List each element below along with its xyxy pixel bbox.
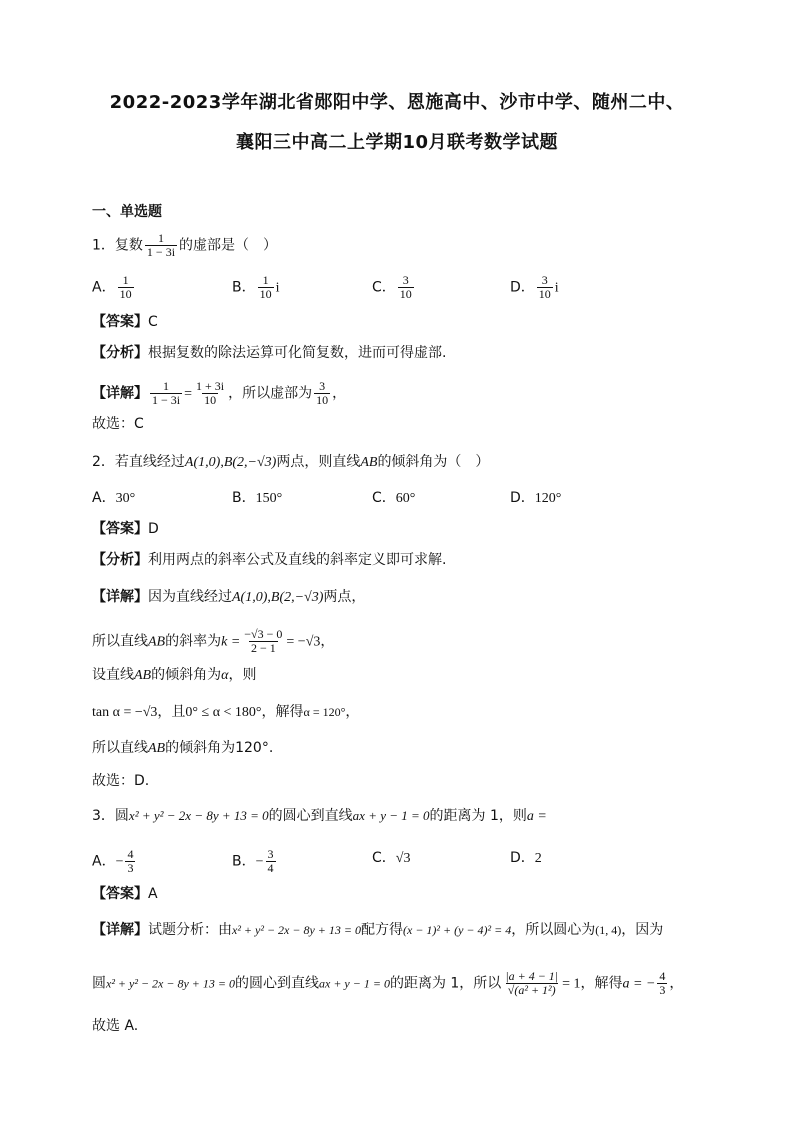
frac-den: 10: [259, 287, 272, 301]
choice-frac: [125, 848, 135, 875]
frac-num: 1 + 3i: [196, 379, 225, 393]
frac-num: 3: [319, 379, 326, 393]
section-heading: 一、单选题: [92, 204, 162, 220]
frac-den: 3: [127, 861, 134, 875]
choice-label: D．: [510, 850, 535, 866]
analysis-tag: 【分析】: [92, 345, 148, 361]
analysis-text: 利用两点的斜率公式及直线的斜率定义即可求解.: [148, 552, 447, 568]
point-a: A(1,0): [184, 455, 221, 470]
q2-choice-d: [510, 488, 561, 509]
q3-conclusion: 故选 A.: [92, 1018, 139, 1034]
slope-result: = −√3: [286, 634, 321, 650]
q1-choice-d: [510, 274, 559, 301]
point-b: B(2,−√3): [223, 455, 277, 470]
q2-stem: [92, 452, 489, 473]
frac-num: 3: [541, 273, 548, 287]
q3-answer: [92, 884, 158, 904]
q2-answer: [92, 519, 159, 539]
q3-stem: [92, 806, 547, 827]
choice-suffix: i: [275, 280, 280, 296]
q3-choice-d: [510, 848, 542, 869]
q2-choice-c: [372, 488, 415, 509]
choice-frac: [118, 274, 134, 301]
frac-num: 4: [659, 969, 666, 983]
result-a: 所以直线: [92, 740, 148, 756]
choice-suffix: i: [554, 280, 559, 296]
slope-end: ，: [320, 633, 335, 650]
answer-tag: 【答案】: [92, 521, 148, 537]
q2-stem-a: 2．若直线经过: [92, 454, 185, 470]
detail-frac-3: [314, 380, 330, 407]
choice-label: A．: [92, 853, 116, 870]
tan-range: 0° ≤ α < 180°: [185, 705, 262, 720]
detail-tag: 【详解】: [92, 589, 148, 605]
angle-a: 设直线: [92, 667, 134, 683]
q1-number: 1．复数: [92, 237, 143, 254]
q1-choice-c: [372, 274, 416, 301]
q1-frac-num: 1: [157, 231, 164, 245]
q2-choice-b: [232, 488, 282, 509]
choice-text: 150°: [255, 491, 283, 506]
d2-c: 的距离为 1，所以: [389, 975, 502, 992]
answer-tag: 【答案】: [92, 314, 148, 330]
choice-label: B．: [232, 490, 256, 506]
alpha-symbol: α: [221, 668, 229, 683]
d2-a: 圆: [92, 975, 106, 992]
d1-c: ，所以圆心为: [511, 922, 596, 938]
result-a: a = −: [622, 976, 656, 992]
choice-frac: [258, 274, 274, 301]
slope-k: k =: [221, 634, 241, 650]
q3-stem-c: 的距离为 1，则: [429, 808, 527, 824]
d2-b: 的圆心到直线: [235, 975, 319, 992]
q3-choice-b: [232, 848, 278, 875]
q3-stem-b: 的圆心到直线: [268, 808, 353, 824]
choice-label: B．: [232, 279, 256, 296]
answer-value: C: [148, 314, 158, 330]
choice-text: 30°: [115, 491, 136, 506]
q1-tail: 的虚部是（ ）: [179, 237, 278, 254]
detail-tag: 【详解】: [92, 922, 148, 938]
q2-conclusion: 故选：D.: [92, 773, 150, 789]
line-ab: AB: [134, 668, 152, 683]
doc-title-line2: 襄阳三中高二上学期10月联考数学试题: [235, 132, 559, 153]
answer-value: D: [148, 521, 159, 537]
choice-text: 2: [534, 851, 542, 866]
q1-detail: [92, 380, 346, 407]
frac-num: 1: [163, 379, 170, 393]
q1-choice-b: [232, 274, 280, 301]
choice-frac: [398, 274, 414, 301]
tan-c: ，解得: [261, 704, 304, 720]
q1-frac-den: 1 − 3i: [146, 245, 176, 259]
choice-text: √3: [395, 851, 411, 866]
detail-a: 因为直线经过: [148, 589, 232, 605]
frac-num: −√3 − 0: [244, 627, 283, 641]
q1-fraction: [145, 232, 177, 259]
slope-b: 的斜率为: [165, 633, 222, 650]
comma: ,: [267, 590, 271, 605]
tan-b: ，且: [157, 704, 186, 720]
angle-c: ，则: [228, 667, 257, 683]
circle-standard: (x − 1)² + (y − 4)² = 4: [403, 923, 512, 937]
frac-num: 3: [267, 847, 274, 861]
line-ab: AB: [148, 741, 166, 756]
circle-eq: x² + y² − 2x − 8y + 13 = 0: [106, 976, 235, 991]
choice-label: D．: [510, 279, 535, 296]
detail-end: ，: [332, 385, 347, 402]
d2-d: ，解得: [580, 975, 623, 992]
tan-eq: tan α = −√3: [92, 705, 158, 720]
analysis-tag: 【分析】: [92, 552, 148, 568]
choice-label: C．: [372, 490, 396, 506]
choice-text: 120°: [534, 491, 562, 506]
slope-frac: [242, 628, 284, 655]
frac-den: 2 − 1: [250, 641, 276, 655]
choice-label: B．: [232, 853, 256, 870]
frac-num: 3: [402, 273, 409, 287]
choice-sign: −: [255, 854, 264, 870]
point-b: B(2,−√3): [270, 590, 324, 605]
detail-b: 两点，: [323, 589, 366, 605]
line-eq: ax + y − 1 = 0: [319, 976, 390, 991]
a-eq: a =: [526, 809, 547, 824]
doc-title-line1: 2022-2023学年湖北省郧阳中学、恩施高中、沙市中学、随州二中、: [109, 92, 685, 113]
q2-result: [92, 738, 273, 759]
choice-frac: [266, 848, 276, 875]
distance-frac: [503, 970, 560, 997]
comma: ,: [220, 455, 224, 470]
answer-tag: 【答案】: [92, 886, 148, 902]
circle-center: (1, 4): [595, 923, 622, 937]
detail-frac-1: [150, 380, 182, 407]
q1-conclusion: 故选：C: [92, 416, 144, 432]
choice-label: D．: [510, 490, 535, 506]
circle-eq: x² + y² − 2x − 8y + 13 = 0: [128, 808, 269, 823]
equals-one: = 1: [562, 976, 581, 992]
circle-eq: x² + y² − 2x − 8y + 13 = 0: [232, 923, 361, 937]
q2-stem-c: 的倾斜角为（ ）: [377, 454, 490, 470]
choice-label: C．: [372, 279, 396, 296]
choice-text: 60°: [395, 491, 416, 506]
q3-detail-1: [92, 920, 663, 940]
detail-frac-2: [194, 380, 226, 407]
q2-detail: [92, 587, 365, 608]
frac-den: 1 − 3i: [152, 393, 181, 407]
q3-detail-2: [92, 970, 683, 997]
detail-mid: ，所以虚部为: [228, 385, 313, 402]
choice-label: A．: [92, 279, 116, 296]
d2-e: ，: [669, 975, 684, 992]
q2-angle: [92, 665, 256, 686]
q2-stem-b: 两点，则直线: [276, 454, 361, 470]
q1-choice-a: [92, 274, 136, 301]
frac-num: |a + 4 − 1|: [505, 969, 559, 983]
line-ab: AB: [148, 634, 166, 650]
choice-label: C．: [372, 850, 396, 866]
point-a: A(1,0): [232, 590, 268, 605]
slope-a: 所以直线: [92, 633, 148, 650]
answer-value: A: [148, 886, 158, 902]
frac-den: √(a² + 1²): [507, 983, 556, 997]
angle-b: 的倾斜角为: [151, 667, 222, 683]
q2-slope: [92, 628, 334, 655]
frac-den: 10: [316, 393, 329, 407]
d1-b: 配方得: [361, 922, 403, 938]
q2-analysis: [92, 550, 446, 570]
frac-den: 10: [538, 287, 551, 301]
frac-num: 4: [127, 847, 134, 861]
result-b: 的倾斜角为120°.: [165, 740, 274, 756]
equals: =: [184, 386, 193, 402]
tan-d: ，: [345, 704, 360, 720]
frac-den: 10: [119, 287, 132, 301]
q1-answer: [92, 312, 158, 332]
q1-stem: [92, 232, 277, 259]
frac-num: 1: [122, 273, 129, 287]
line-eq: ax + y − 1 = 0: [352, 808, 430, 823]
q3-choice-c: [372, 848, 410, 869]
q2-tan: [92, 702, 359, 723]
detail-tag: 【详解】: [92, 385, 148, 402]
analysis-text: 根据复数的除法运算可化简复数，进而可得虚部.: [148, 345, 447, 361]
frac-den: 4: [267, 861, 274, 875]
choice-sign: −: [115, 854, 124, 870]
q3-choice-a: [92, 848, 137, 875]
d1-d: ，因为: [621, 922, 664, 938]
d1-a: 试题分析：由: [148, 922, 232, 938]
frac-den: 3: [659, 983, 666, 997]
q1-analysis: [92, 343, 446, 363]
q2-choice-a: [92, 488, 135, 509]
choice-frac: [537, 274, 553, 301]
frac-den: 10: [399, 287, 412, 301]
choice-label: A．: [92, 490, 116, 506]
tan-result: α = 120°: [303, 705, 346, 719]
q3-stem-a: 3．圆: [92, 808, 129, 824]
result-frac: [657, 970, 667, 997]
frac-num: 1: [262, 273, 269, 287]
line-ab: AB: [360, 455, 378, 470]
frac-den: 10: [204, 393, 217, 407]
